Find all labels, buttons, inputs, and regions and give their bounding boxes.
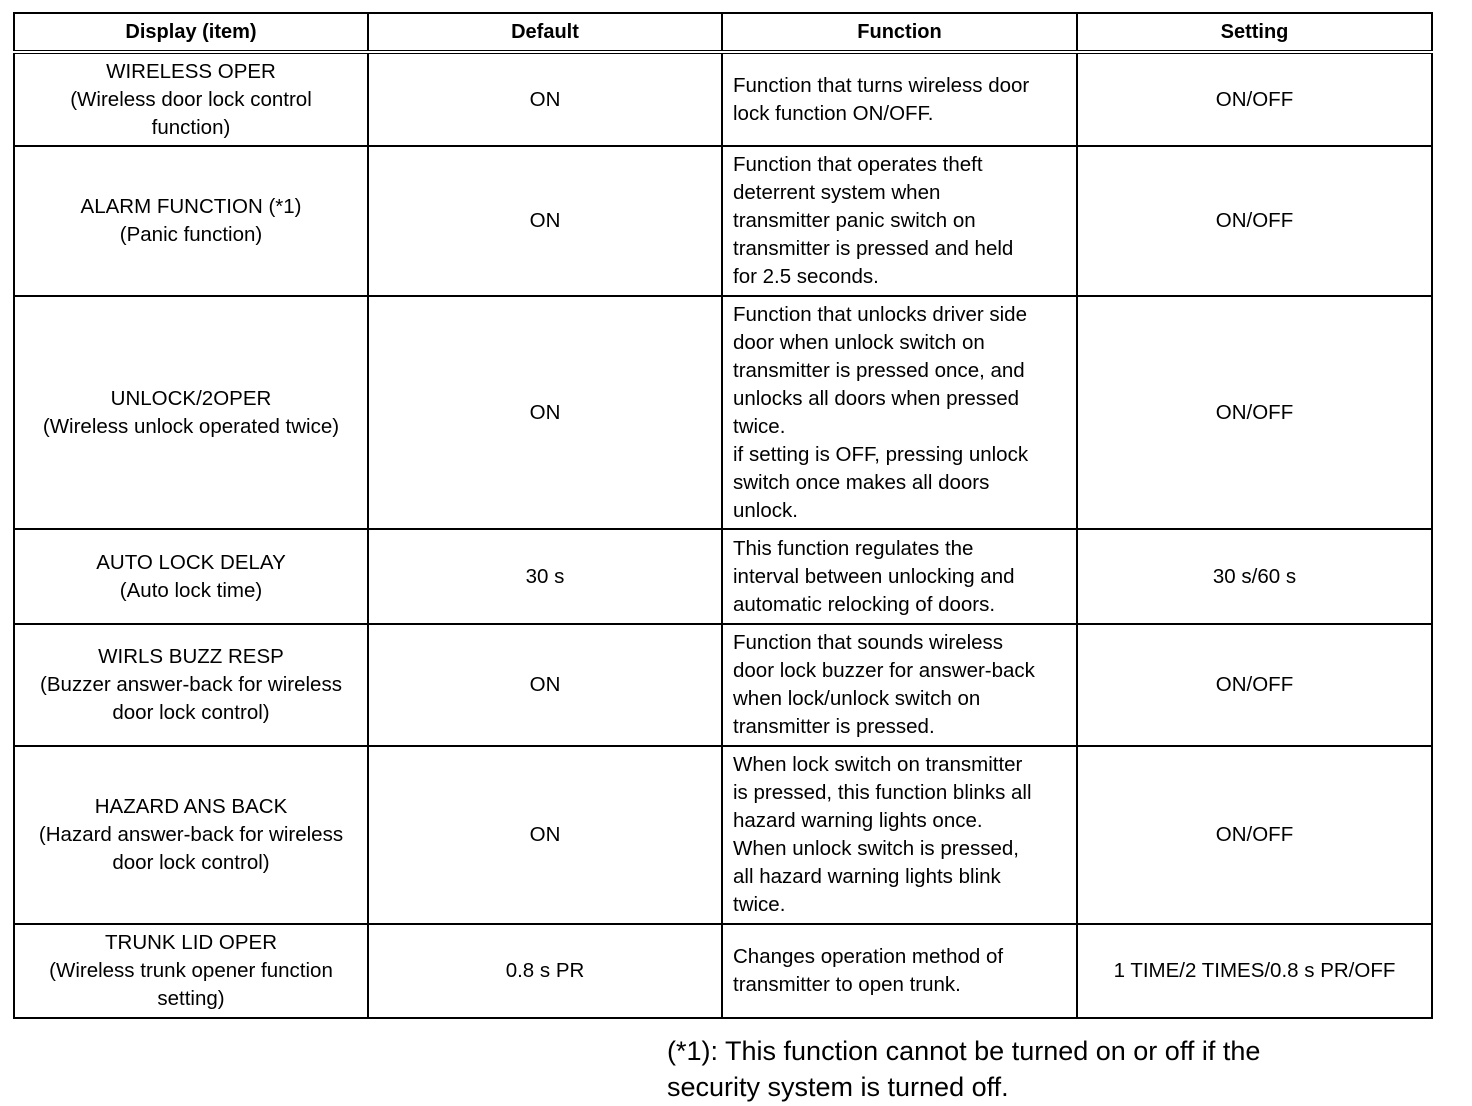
default-value-cell: ON bbox=[368, 624, 722, 746]
function-description-cell-line: is pressed, this function blinks all bbox=[733, 781, 1032, 804]
display-item-cell-line: function) bbox=[151, 115, 231, 139]
function-description-cell-line: Changes operation method of bbox=[733, 945, 1004, 968]
function-description-cell-line: This function regulates the bbox=[733, 536, 974, 560]
header-display: Display (item) bbox=[14, 13, 368, 52]
table-row bbox=[14, 52, 1432, 146]
display-item-cell-line: (Buzzer answer-back for wireless bbox=[40, 673, 342, 696]
function-description-cell-line: When lock switch on transmitter bbox=[733, 753, 1023, 776]
function-description-cell-line: twice. bbox=[733, 893, 786, 916]
display-item-cell bbox=[14, 924, 368, 1018]
display-item-cell bbox=[14, 52, 368, 146]
footnote bbox=[667, 1033, 1387, 1105]
header-setting: Setting bbox=[1077, 13, 1432, 52]
function-description-cell-line: deterrent system when bbox=[733, 181, 941, 204]
header-default: Default bbox=[368, 13, 722, 52]
default-value-cell: ON bbox=[368, 146, 722, 296]
function-description-cell-line: switch once makes all doors bbox=[733, 470, 990, 494]
function-description-cell-line: automatic relocking of doors. bbox=[733, 592, 996, 616]
display-item-cell bbox=[14, 146, 368, 296]
default-value-cell: ON bbox=[368, 296, 722, 529]
display-item-cell-line: AUTO LOCK DELAY bbox=[96, 550, 286, 574]
function-description-cell bbox=[722, 52, 1077, 146]
table-row bbox=[14, 746, 1432, 924]
display-item-cell-line: TRUNK LID OPER bbox=[105, 931, 277, 954]
function-description-cell-line: transmitter is pressed once, and bbox=[733, 358, 1025, 382]
wireless-settings-table bbox=[13, 12, 1433, 1019]
function-description-cell-line: door when unlock switch on bbox=[733, 330, 985, 354]
footnote-line: (*1): This function cannot be turned on or off if the bbox=[667, 1036, 1261, 1066]
setting-options-cell: ON/OFF bbox=[1077, 52, 1432, 146]
function-description-cell-line: transmitter to open trunk. bbox=[733, 973, 961, 996]
function-description-cell-line: unlock. bbox=[733, 498, 798, 522]
function-description-cell-line: for 2.5 seconds. bbox=[733, 265, 879, 288]
display-item-cell-line: UNLOCK/2OPER bbox=[110, 386, 272, 410]
display-item-cell bbox=[14, 624, 368, 746]
table-row bbox=[14, 529, 1432, 624]
function-description-cell bbox=[722, 296, 1077, 529]
function-description-cell-line: transmitter is pressed. bbox=[733, 715, 935, 738]
function-description-cell-line: Function that unlocks driver side bbox=[733, 302, 1027, 326]
setting-options-cell: 1 TIME/2 TIMES/0.8 s PR/OFF bbox=[1077, 924, 1432, 1018]
function-description-cell-line: if setting is OFF, pressing unlock bbox=[733, 442, 1029, 466]
table-row bbox=[14, 296, 1432, 529]
display-item-cell-line: (Auto lock time) bbox=[119, 578, 263, 602]
display-item-cell-line: ALARM FUNCTION (*1) bbox=[80, 195, 302, 218]
function-description-cell-line: lock function ON/OFF. bbox=[733, 101, 934, 125]
function-description-cell bbox=[722, 624, 1077, 746]
header-row bbox=[14, 13, 1432, 52]
function-description-cell-line: When unlock switch is pressed, bbox=[733, 837, 1019, 860]
display-item-cell-line: HAZARD ANS BACK bbox=[94, 795, 288, 818]
default-value-cell: 30 s bbox=[368, 529, 722, 624]
function-description-cell-line: all hazard warning lights blink bbox=[733, 865, 1001, 888]
display-item-cell bbox=[14, 529, 368, 624]
function-description-cell-line: transmitter panic switch on bbox=[733, 209, 976, 232]
setting-options-cell: ON/OFF bbox=[1077, 146, 1432, 296]
display-item-cell-line: door lock control) bbox=[112, 851, 270, 874]
function-description-cell bbox=[722, 746, 1077, 924]
setting-options-cell: ON/OFF bbox=[1077, 296, 1432, 529]
default-value-cell: ON bbox=[368, 52, 722, 146]
function-description-cell-line: interval between unlocking and bbox=[733, 564, 1015, 588]
display-item-cell-line: (Wireless unlock operated twice) bbox=[42, 414, 340, 438]
setting-options-cell: 30 s/60 s bbox=[1077, 529, 1432, 624]
display-item-cell bbox=[14, 746, 368, 924]
display-item-cell-line: (Panic function) bbox=[119, 223, 263, 246]
function-description-cell-line: when lock/unlock switch on bbox=[733, 687, 981, 710]
function-description-cell bbox=[722, 924, 1077, 1018]
function-description-cell-line: twice. bbox=[733, 414, 786, 438]
function-description-cell-line: Function that sounds wireless bbox=[733, 631, 1004, 654]
display-item-cell-line: setting) bbox=[157, 987, 225, 1010]
display-item-cell-line: WIRLS BUZZ RESP bbox=[98, 645, 284, 668]
display-item-cell-line: door lock control) bbox=[112, 701, 270, 724]
display-item-cell-line: WIRELESS OPER bbox=[106, 59, 276, 83]
header-function: Function bbox=[722, 13, 1077, 52]
setting-options-cell: ON/OFF bbox=[1077, 746, 1432, 924]
display-item-cell-line: (Wireless trunk opener function bbox=[49, 959, 333, 982]
table-row bbox=[14, 624, 1432, 746]
function-description-cell-line: unlocks all doors when pressed bbox=[733, 386, 1020, 410]
table-row bbox=[14, 924, 1432, 1018]
table-row bbox=[14, 146, 1432, 296]
default-value-cell: ON bbox=[368, 746, 722, 924]
function-description-cell-line: hazard warning lights once. bbox=[733, 809, 983, 832]
display-item-cell-line: (Wireless door lock control bbox=[70, 87, 312, 111]
display-item-cell-line: (Hazard answer-back for wireless bbox=[38, 823, 344, 846]
setting-options-cell: ON/OFF bbox=[1077, 624, 1432, 746]
default-value-cell: 0.8 s PR bbox=[368, 924, 722, 1018]
function-description-cell-line: Function that operates theft bbox=[733, 153, 983, 176]
function-description-cell bbox=[722, 146, 1077, 296]
function-description-cell-line: transmitter is pressed and held bbox=[733, 237, 1014, 260]
footnote-line: security system is turned off. bbox=[667, 1072, 1009, 1102]
display-item-cell bbox=[14, 296, 368, 529]
function-description-cell-line: door lock buzzer for answer-back bbox=[733, 659, 1035, 682]
function-description-cell-line: Function that turns wireless door bbox=[733, 73, 1030, 97]
function-description-cell bbox=[722, 529, 1077, 624]
